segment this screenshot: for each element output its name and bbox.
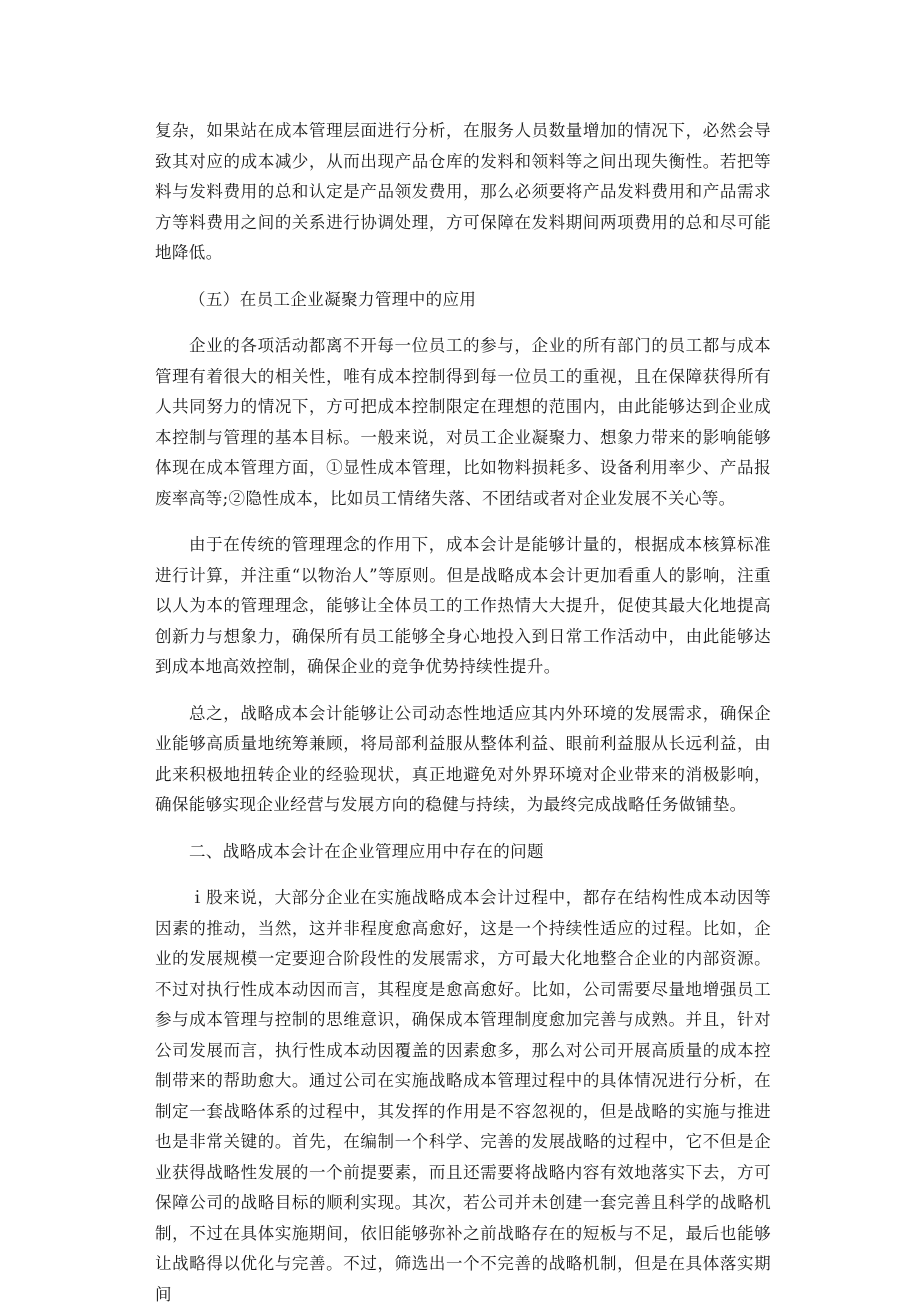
section-heading-problems: 二、战略成本会计在企业管理应用中存在的问题 bbox=[189, 841, 544, 861]
paragraph-employee-participation: 企业的各项活动都离不开每一位员工的参与，企业的所有部门的员工都与成本管理有着很大的相关性，唯有成本控制得到每一位员工的重视，且在保障获得所有人共同努力的情况下，方可把成本控制限定在理想的范围内，由此能够达到企业成本控制与管理的基本目标。一般来说，对员工企业凝聚力、想象力带来的影响能够体现在成本管理方面，①显性成本管理，比如物料损耗多、设备利用率少、产品报废率高等;②隐性成本，比如员工情绪失落、不团结或者对企业发展不关心等。 bbox=[155, 336, 771, 508]
document-body bbox=[155, 116, 771, 1310]
paragraph-traditional-management: 由于在传统的管理理念的作用下，成本会计是能够计量的，根据成本核算标准进行计算，并注重“以物治人”等原则。但是战略成本会计更加看重人的影响，注重以人为本的管理理念，能够让全体员工的工作热情大大提升，促使其最大化地提高创新力与想象力，确保所有员工能够全身心地投入到日常工作活动中，由此能够达到成本地高效控制，确保企业的竞争优势持续性提升。 bbox=[155, 535, 771, 676]
paragraph-cost-continuation: 复杂，如果站在成本管理层面进行分析，在服务人员数量增加的情况下，必然会导致其对应的成本减少，从而出现产品仓库的发料和领料等之间出现失衡性。若把等料与发料费用的总和认定是产品领发费用，那么必须要将产品发料费用和产品需求方等料费用之间的关系进行协调处理，方可保障在发料期间两项费用的总和尽可能地降低。 bbox=[155, 121, 771, 262]
paragraph-cost-drivers: ｉ股来说，大部分企业在实施战略成本会计过程中，都存在结构性成本动因等因素的推动，当然，这并非程度愈高愈好，这是一个持续性适应的过程。比如，企业的发展规模一定要迎合阶段性的发展需求，方可最大化地整合企业的内部资源。不过对执行性成本动因而言，其程度是愈高愈好。比如，公司需要尽量地增强员工参与成本管理与控制的思维意识，确保成本管理制度愈加完善与成熟。并且，针对公司发展而言，执行性成本动因覆盖的因素愈多，那么对公司开展高质量的成本控制带来的帮助愈大。通过公司在实施战略成本管理过程中的具体情况进行分析，在制定一套战略体系的过程中，其发挥的作用是不容忽视的，但是战略的实施与推进也是非常关键的。首先，在编制一个科学、完善的发展战略的过程中，它不但是企业获得战略性发展的一个前提要素，而且还需要将战略内容有效地落实下去，方可保障公司的战略目标的顺利实现。其次，若公司并未创建一套完善且科学的战略机制，不过在具体实施期间，依旧能够弥补之前战略存在的短板与不足，最后也能够让战略得以优化与完善。不过，筛选出一个不完善的战略机制，但是在具体落实期间 bbox=[155, 888, 771, 1304]
section-heading-employee-cohesion: （五）在员工企业凝聚力管理中的应用 bbox=[189, 289, 477, 309]
paragraph-conclusion: 总之，战略成本会计能够让公司动态性地适应其内外环境的发展需求，确保企业能够高质量地统筹兼顾，将局部利益服从整体利益、眼前利益服从长远利益，由此来积极地扭转企业的经验现状，真正地避免对外界环境对企业带来的消极影响，确保能够实现企业经营与发展方向的稳健与持续，为最终完成战略任务做铺垫。 bbox=[155, 703, 771, 814]
